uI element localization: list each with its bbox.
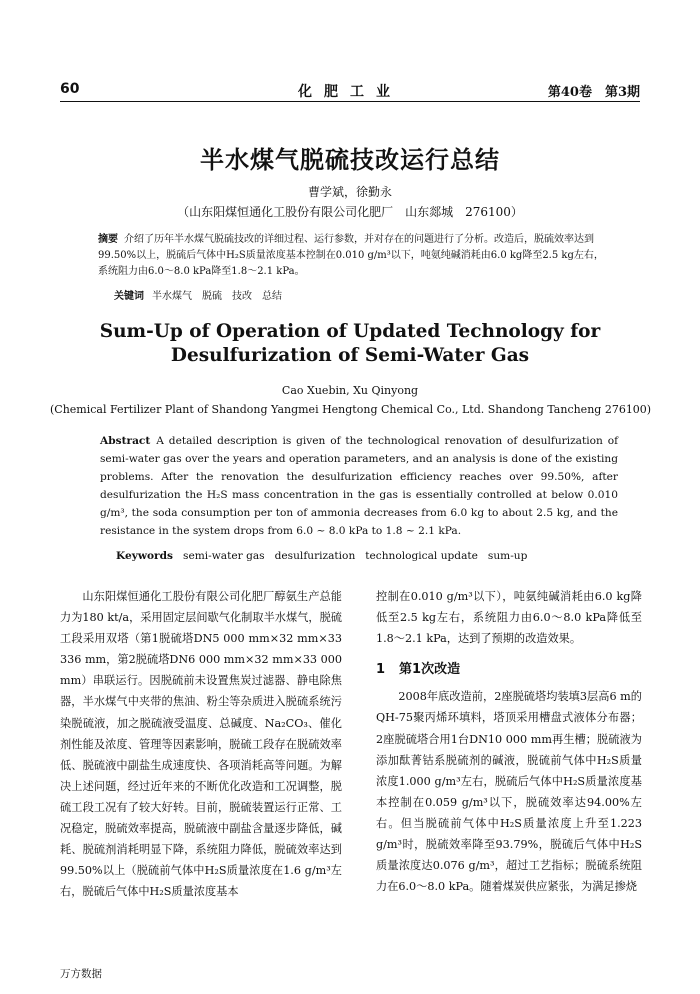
- paper-title-en: Sum-Up of Operation of Updated Technology for Desulfurization of Semi-Water Gas: [99, 321, 601, 366]
- body-paragraph: 控制在0.010 g/m³以下），吨氨纯碱消耗由6.0 kg降低至2.5 kg左右，系统阻力由6.0～8.0 kPa降低至1.8～2.1 kPa，达到了预期的改造效果。: [376, 590, 642, 646]
- abstract-cn-label: 摘要: [98, 234, 118, 245]
- page-header: [60, 78, 640, 100]
- body-column-right: [376, 586, 642, 897]
- section-title: 第1次改造: [399, 662, 461, 678]
- page-number: 60: [60, 81, 80, 97]
- section-heading: [376, 659, 642, 680]
- journal-name: 化肥工业: [298, 84, 402, 100]
- keyword-en: desulfurization: [274, 550, 356, 562]
- keywords-cn-items: 半水煤气 脱硫 技改 总结: [152, 291, 282, 302]
- body-paragraph: 山东阳煤恒通化工股份有限公司化肥厂醇氨生产总能力为180 kt/a，采用固定层间歇气化制取半水煤气，脱硫工段采用双塔（第1脱硫塔DN5 000 mm×32 mm×33 336 mm，第2脱硫塔DN6 000 mm×32 mm×33 000 mm）串联运行。因脱硫前未设置焦炭过滤器、静电除焦器，半水煤气中夹带的焦油、粉尘等杂质进入脱硫系统污染脱硫液，加之脱硫液受温度、总碱度、Na₂CO₃、催化剂性能及浓度、管理等因素影响，脱硫工段存在脱硫效率低、脱硫液中副盐生成速度快、各项消耗高等问题。为解决上述问题，经过近年来的不断优化改造和工况调整，脱硫工段工况有了较大好转。目前，脱硫装置运行正常、工况稳定，脱硫效率提高，脱硫液中副盐含量逐步降低，碱耗、脱硫剂消耗明显下降，系统阻力降低，脱硫效率达到99.50%以上（脱硫前气体中H₂S质量浓度在1.6 g/m³左右，脱硫后气体中H₂S质量浓度基本: [60, 590, 342, 899]
- abstract-cn: [98, 232, 610, 280]
- authors-en: Cao Xuebin, Xu Qinyong: [281, 384, 419, 397]
- body-paragraph: 2008年底改造前，2座脱硫塔均装填3层高6 m的QH-75聚丙烯环填料，塔顶采用槽盘式液体分布器；2座脱硫塔合用1台DN10 000 mm再生槽；脱硫液为添加酞菁钴系脱硫剂的碱液，脱硫前气体中H₂S质量浓度1.000 g/m³左右，脱硫后气体中H₂S质量浓度基本控制在0.059 g/m³以下，脱硫效率达94.00%左右。但当脱硫前气体中H₂S质量浓度上升至1.223 g/m³时，脱硫效率降至93.79%，脱硫后气体中H₂S质量浓度达0.076 g/m³，超过工艺指标；脱硫系统阻力在6.0～8.0 kPa。随着煤炭供应紧张，为满足掺烧: [376, 690, 642, 894]
- volume-issue: 第40卷 第3期: [547, 85, 640, 100]
- footer-watermark: 万方数据: [60, 968, 102, 980]
- authors-cn: 曹学斌，徐勤永: [307, 185, 392, 199]
- header-rule: [60, 101, 640, 102]
- keywords-en-label: Keywords: [116, 550, 174, 562]
- keywords-cn-label: 关键词: [114, 291, 144, 302]
- abstract-cn-text: 介绍了历年半水煤气脱硫技改的详细过程、运行参数，并对存在的问题进行了分析。改造后，脱硫效率达到99.50%以上，脱硫后气体中H₂S质量浓度基本控制在0.010 g/m³以下，吨氨纯碱消耗由6.0 kg降至2.5 kg左右，系统阻力由6.0～8.0 kPa降至1.8～2.1 kPa。: [98, 234, 604, 277]
- affiliation-cn: （山东阳煤恒通化工股份有限公司化肥厂 山东郯城 276100）: [177, 205, 523, 219]
- affiliation-en: (Chemical Fertilizer Plant of Shandong Yangmei Hengtong Chemical Co., Ltd. Shandong Tancheng 276100): [50, 403, 652, 416]
- keywords-cn: [114, 287, 614, 302]
- keyword-en: semi-water gas: [183, 550, 265, 562]
- section-number: 1: [376, 662, 386, 678]
- abstract-en-text: A detailed description is given of the technological renovation of desulfurization of semi-water gas over the years and operation parameters, and an analysis is done of the existing problems. After the renovation the desulfurization efficiency reaches over 99.50%, after desulfurization the H₂S mass concentration in the gas is essentially controlled at below 0.010 g/m³, the soda consumption per ton of ammonia decreases from 6.0 kg to about 2.5 kg, and the resistance in the system drops from 6.0 ~ 8.0 kPa to 1.8 ~ 2.1 kPa.: [100, 435, 618, 537]
- keywords-en: [116, 550, 616, 562]
- abstract-en-label: Abstract: [100, 435, 151, 447]
- paper-title-cn: 半水煤气脱硫技改运行总结: [200, 146, 500, 174]
- keyword-en: sum-up: [487, 550, 528, 562]
- keyword-en: technological update: [365, 550, 478, 562]
- body-column-left: [60, 586, 342, 902]
- abstract-en: [100, 432, 618, 540]
